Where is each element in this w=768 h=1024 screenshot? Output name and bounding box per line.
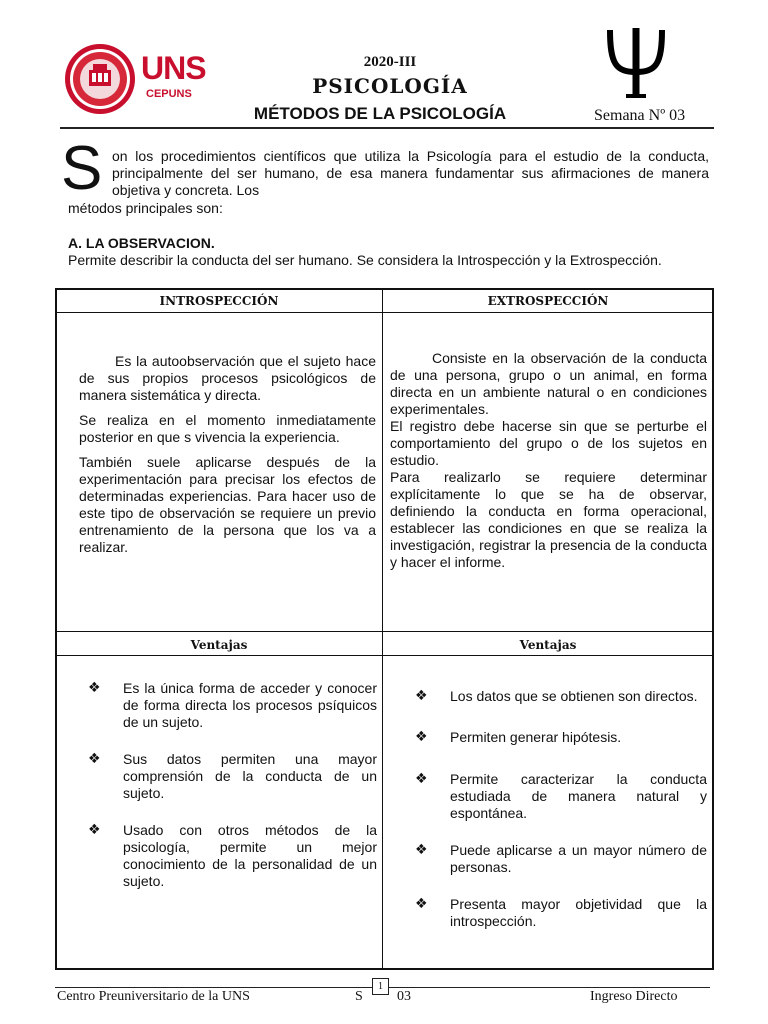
extrospeccion-advantages-list — [415, 686, 707, 930]
footer-week-number: 03 — [397, 989, 411, 1004]
intro-paragraph: on los procedimientos científicos que utiliza la Psicología para el estudio de la conducta, principalmente del ser humano, de esa manera fundamentar sus afirmaciones de manera objetiva y concreta. Los — [112, 148, 709, 198]
introspeccion-paragraph: Es la autoobservación que el sujeto hace de sus propios procesos psicológicos de manera sistemática y directa. — [79, 353, 376, 403]
diamond-bullet-icon: ❖ — [88, 821, 101, 837]
introspeccion-paragraph: También suele aplicarse después de la experimentación para precisar los efectos de determinadas experiencias. Para hacer uso de este tipo de observación se requiere un previo entrenamiento de la persona que los va a realizar. — [79, 454, 376, 555]
diamond-bullet-icon: ❖ — [415, 687, 428, 703]
psi-icon — [604, 24, 668, 100]
table-header-divider — [56, 312, 713, 313]
extrospeccion-paragraph: Consiste en la observación de la conducta de una persona, grupo o un animal, en forma directa en un ambiente natural o en condiciones experimentales. — [390, 350, 707, 417]
uns-seal-logo — [63, 42, 137, 116]
footer-program: Ingreso Directo — [590, 989, 678, 1004]
extrospeccion-description — [390, 350, 707, 571]
footer-s-label: S — [355, 989, 363, 1004]
diamond-bullet-icon: ❖ — [415, 770, 428, 786]
table-column-divider — [382, 289, 383, 969]
list-item: ❖ Los datos que se obtienen son directos. — [415, 687, 698, 704]
uns-logo-text: UNS — [141, 50, 206, 86]
list-item: ❖ Usado con otros métodos de la psicología, permite un mejor conocimiento de la personalidad de un sujeto. — [88, 821, 377, 889]
header-divider — [60, 127, 714, 129]
diamond-bullet-icon: ❖ — [415, 728, 428, 744]
introspeccion-paragraph: Se realiza en el momento inmediatamente posterior en que s vivencia la experiencia. — [79, 412, 376, 445]
cepuns-logo-text: CEPUNS — [146, 88, 192, 100]
extrospeccion-paragraph: El registro debe hacerse sin que se perturbe el comportamiento del grupo o de los sujetos en estudio. — [390, 418, 707, 468]
introspeccion-description — [79, 353, 376, 564]
list-item: ❖ Permite caracterizar la conducta estudiada de manera natural y espontánea. — [415, 770, 707, 821]
page-number: 1 — [372, 978, 389, 995]
ventajas-right-header: Ventajas — [519, 638, 577, 652]
intro-dropcap: S — [61, 134, 103, 203]
topic-title: MÉTODOS DE LA PSICOLOGÍA — [253, 104, 507, 123]
footer-institution: Centro Preuniversitario de la UNS — [57, 989, 250, 1004]
ventajas-left-header: Ventajas — [190, 638, 248, 652]
subject-title: PSICOLOGÍA — [312, 74, 468, 98]
week-label: Semana Nº 03 — [594, 107, 686, 124]
list-item: ❖ Es la única forma de acceder y conocer de forma directa los procesos psíquicos de un sujeto. — [88, 679, 377, 730]
section-a-text: Permite describir la conducta del ser humano. Se considera la Introspección y la Extrospección. — [68, 252, 662, 268]
diamond-bullet-icon: ❖ — [415, 841, 428, 857]
list-item: ❖ Puede aplicarse a un mayor número de personas. — [415, 841, 707, 875]
diamond-bullet-icon: ❖ — [88, 679, 101, 695]
table-middle-divider — [56, 631, 713, 632]
list-item: ❖ Sus datos permiten una mayor comprensión de la conducta de un sujeto. — [88, 750, 377, 801]
academic-term: 2020-III — [363, 54, 417, 70]
extrospeccion-header: EXTROSPECCIÓN — [487, 294, 609, 308]
introspeccion-advantages-list — [88, 680, 377, 890]
section-a-heading: A. LA OBSERVACION. — [68, 235, 215, 251]
diamond-bullet-icon: ❖ — [88, 750, 101, 766]
diamond-bullet-icon: ❖ — [415, 895, 428, 911]
table-advantages-header-divider — [56, 655, 713, 656]
extrospeccion-paragraph: Para realizarlo se requiere determinar explícitamente lo que se ha de observar, definiendo la conducta en forma operacional, establecer las condiciones en que se realiza la investigación, registrar la presencia de la conducta y hacer el informe. — [390, 469, 707, 570]
intro-last-line: métodos principales son: — [68, 200, 223, 216]
list-item: ❖ Presenta mayor objetividad que la introspección. — [415, 895, 707, 929]
introspeccion-header: INTROSPECCIÓN — [159, 294, 279, 308]
list-item: ❖ Permiten generar hipótesis. — [415, 728, 622, 745]
